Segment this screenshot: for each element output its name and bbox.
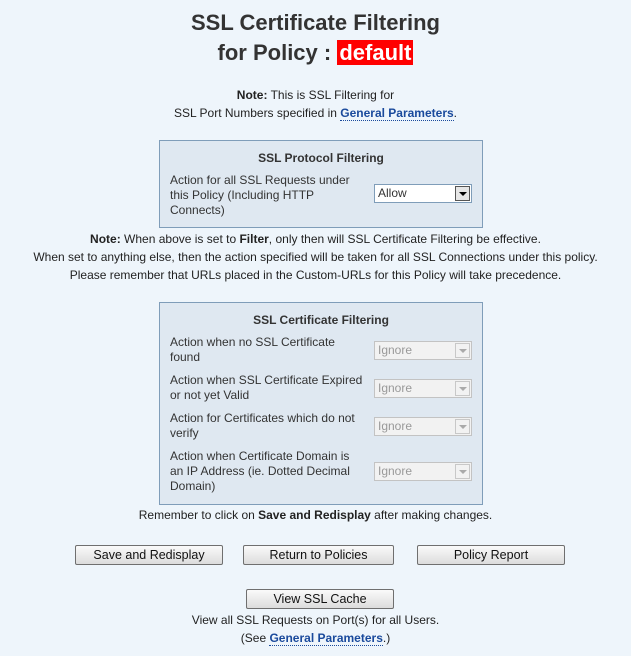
cert-row-expired [160,373,482,411]
chevron-down-icon[interactable] [455,186,470,201]
reminder-bold: Save and Redisplay [258,508,371,522]
protocol-note-label: Note: [90,232,121,246]
policy-name-badge: default [339,40,412,65]
select-value: Ignore [378,381,413,395]
cert-row-label: Action when Certificate Domain is an IP Address (ie. Dotted Decimal Domain) [170,449,350,493]
protocol-note-line1a: When above is set to [120,232,240,246]
ssl-protocol-panel [159,140,483,228]
protocol-action-row [160,173,482,221]
return-to-policies-button[interactable]: Return to Policies [243,545,394,565]
save-reminder [0,506,631,524]
protocol-note-filter: Filter [239,232,269,246]
footer-line2 [0,629,631,647]
cert-row-label: Action when no SSL Certificate found [170,335,335,364]
protocol-note-line3: Please remember that URLs placed in the Custom-URLs for this Policy will take precedence. [69,268,562,282]
footer-line1: View all SSL Requests on Port(s) for all Users. [191,613,440,627]
chevron-down-icon[interactable] [455,381,470,396]
note-label: Note: [236,88,268,102]
protocol-action-value: Allow [378,186,407,200]
protocol-note-line1b: , only then will SSL Certificate Filtering be effective. [268,232,541,246]
select-value: Ignore [378,419,413,433]
footer-suffix: .) [382,631,391,645]
cert-row-not-verify [160,411,482,449]
save-and-redisplay-button[interactable]: Save and Redisplay [75,545,223,565]
view-ssl-cache-button[interactable]: View SSL Cache [246,589,394,609]
expired-certificate-select[interactable] [374,379,472,398]
footer-prefix: (See [240,631,270,645]
no-certificate-select[interactable] [374,341,472,360]
protocol-action-select[interactable] [374,184,472,203]
cert-row-label: Action when SSL Certificate Expired or not yet Valid [170,373,363,402]
select-value: Ignore [378,464,413,478]
intro-note-line2 [0,104,631,122]
cert-row-no-certificate [160,335,482,373]
reminder-suffix: after making changes. [370,508,493,522]
ssl-protocol-panel-title: SSL Protocol Filtering [258,151,384,165]
unverified-certificate-select[interactable] [374,417,472,436]
chevron-down-icon[interactable] [455,419,470,434]
cert-row-ip-domain [160,449,482,497]
page-subtitle [0,38,631,68]
intro-line2-text: SSL Port Numbers specified in [173,106,341,120]
cert-row-label: Action for Certificates which do not verify [170,411,355,440]
intro-line2-end: . [453,106,458,120]
ip-domain-select[interactable] [374,462,472,481]
policy-prefix: for Policy : [217,40,338,65]
protocol-action-label: Action for all SSL Requests under this Policy (Including HTTP Connects) [170,173,350,217]
protocol-note-line1 [0,230,631,248]
intro-note-line1 [0,86,631,104]
protocol-note-line2: When set to anything else, then the action specified will be taken for all SSL Connections under this policy. [33,250,598,264]
reminder-prefix: Remember to click on [138,508,259,522]
footer-general-parameters-link[interactable]: General Parameters [269,631,383,645]
ssl-certificate-panel [159,302,483,505]
chevron-down-icon[interactable] [455,343,470,358]
page-title: SSL Certificate Filtering [191,10,440,35]
chevron-down-icon[interactable] [455,464,470,479]
general-parameters-link[interactable]: General Parameters [340,106,454,120]
select-value: Ignore [378,343,413,357]
policy-report-button[interactable]: Policy Report [417,545,565,565]
ssl-certificate-panel-title: SSL Certificate Filtering [253,313,389,327]
intro-line1-text: This is SSL Filtering for [267,88,395,102]
